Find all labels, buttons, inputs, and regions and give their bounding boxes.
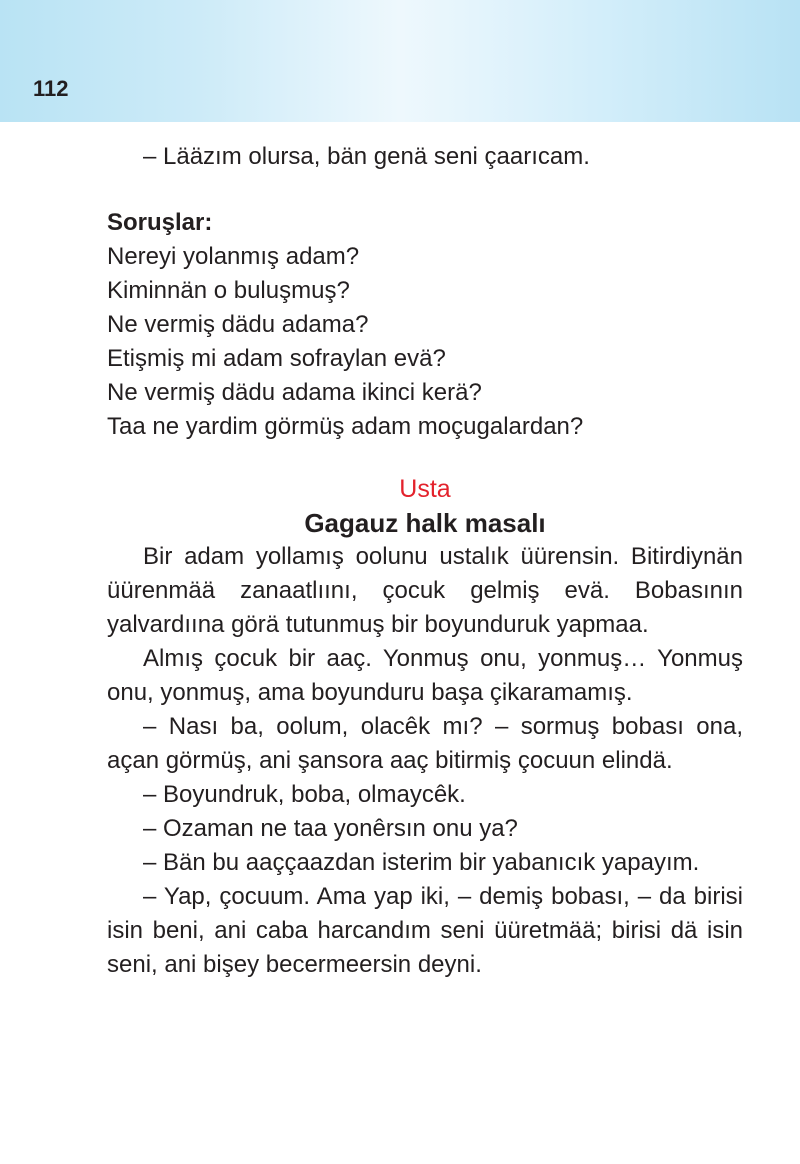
question-item: Ne vermiş dädu adama ikinci kerä? bbox=[107, 379, 482, 406]
question-item: Nereyi yolanmış adam? bbox=[107, 243, 360, 270]
story-paragraph: – Nası ba, oolum, olacêk mı? – sormuş bobası ona, açan görmüş, ani şansora aaç bitirmiş çocuun elindä. bbox=[107, 713, 743, 774]
story-paragraph: Almış çocuk bir aaç. Yonmuş onu, yonmuş… Yonmuş onu, yonmuş, ama boyunduru başa çikaramamış. bbox=[107, 645, 743, 706]
story-subtitle: Gagauz halk masalı bbox=[304, 508, 546, 538]
header-band bbox=[0, 0, 800, 122]
story-paragraph: – Bän bu aaççaazdan isterim bir yabanıcık yapayım. bbox=[143, 849, 700, 876]
question-item: Etişmiş mi adam sofraylan evä? bbox=[107, 345, 446, 372]
questions-title: Soruşlar: bbox=[107, 209, 213, 236]
story-paragraph: – Ozaman ne taa yonêrsın onu ya? bbox=[143, 815, 518, 842]
question-item: Kiminnän o buluşmuş? bbox=[107, 277, 350, 304]
story-paragraph: Bir adam yollamış oolunu ustalık üürensin. Bitirdiynän üürenmää zanaatlıını, çocuk gelmiş evä. Bobasının yalvardıına görä tutunmuş bir boyunduruk yapmaa. bbox=[107, 543, 743, 638]
story-section bbox=[107, 472, 743, 982]
question-item: Ne vermiş dädu adama? bbox=[107, 311, 369, 338]
story-paragraph: – Boyundruk, boba, olmaycêk. bbox=[143, 781, 466, 808]
question-item: Taa ne yardim görmüş adam moçugalardan? bbox=[107, 413, 584, 440]
intro-line: – Lääzım olursa, bän genä seni çaarıcam. bbox=[143, 143, 590, 170]
story-title: Usta bbox=[399, 475, 451, 503]
page-content bbox=[107, 140, 743, 982]
questions-section bbox=[107, 206, 743, 444]
story-paragraph: – Yap, çocuum. Ama yap iki, – demiş bobası, – da birisi isin beni, ani caba harcandım seni üüretmää; birisi dä isin seni, ani bişey becermeersin deyni. bbox=[107, 883, 743, 978]
page-number: 112 bbox=[33, 76, 69, 101]
